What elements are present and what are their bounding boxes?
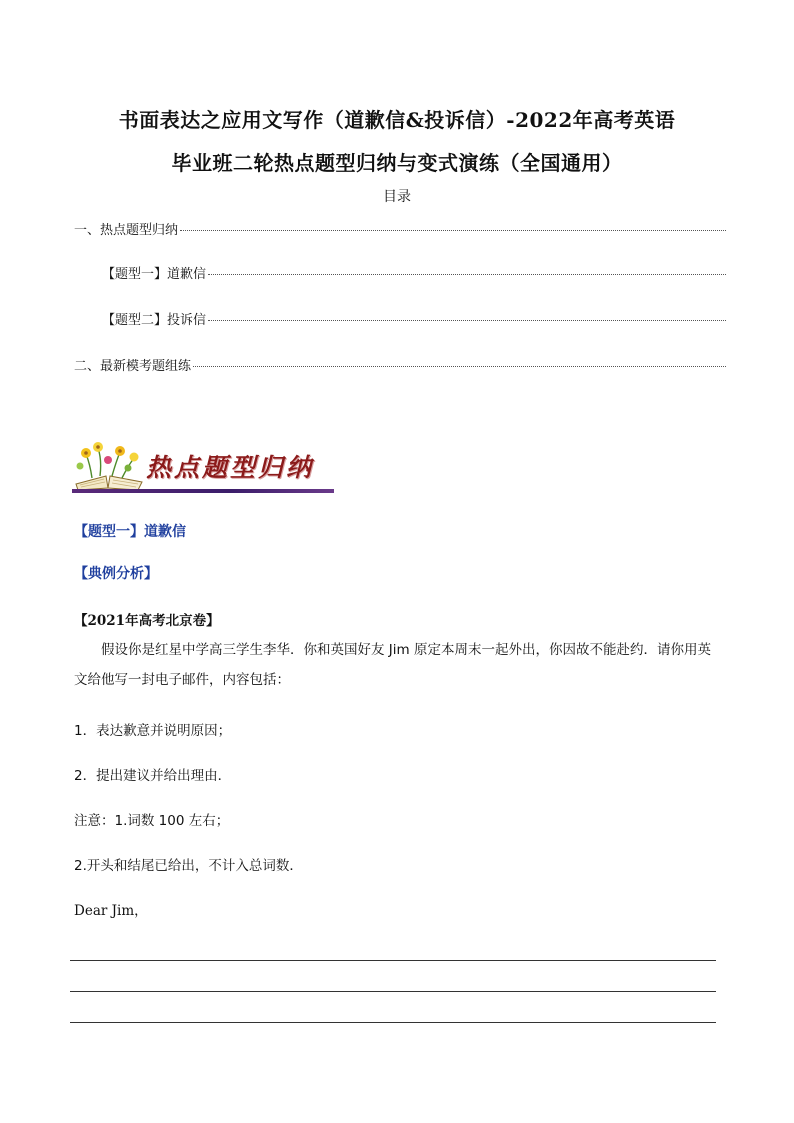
type-one-heading: 【题型一】道歉信 [74, 524, 186, 540]
toc-item-hot-types[interactable] [74, 219, 726, 238]
letter-salutation: Dear Jim， [74, 903, 148, 919]
toc-leader-dots [208, 274, 726, 275]
task-point-2: 2．提出建议并给出理由． [74, 768, 232, 784]
task-note-2: 2.开头和结尾已给出，不计入总词数． [74, 858, 303, 874]
banner-title: 热点题型归纳 [146, 453, 315, 482]
exam-source-label: 【2021年高考北京卷】 [74, 613, 220, 629]
answer-line[interactable] [70, 960, 716, 961]
answer-line[interactable] [70, 991, 716, 992]
toc-item-label: 二、最新模考题组练 [74, 359, 192, 374]
banner-underline [72, 489, 334, 493]
toc-leader-dots [208, 320, 726, 321]
toc-item-apology-letter[interactable] [102, 263, 726, 282]
task-point-1: 1．表达歉意并说明原因； [74, 723, 232, 739]
document-title-line1: 书面表达之应用文写作（道歉信&投诉信）-2022年高考英语 [118, 108, 676, 132]
toc-item-label: 【题型一】道歉信 [102, 267, 207, 282]
toc-item-label: 一、热点题型归纳 [74, 223, 179, 238]
toc-leader-dots [180, 230, 726, 231]
toc-leader-dots [193, 366, 726, 367]
document-title-line2: 毕业班二轮热点题型归纳与变式演练（全国通用） [171, 151, 623, 175]
toc-item-label: 【题型二】投诉信 [102, 313, 207, 328]
toc-heading: 目录 [383, 189, 411, 205]
example-analysis-heading: 【典例分析】 [74, 566, 158, 582]
toc-item-mock-exams[interactable] [74, 355, 726, 374]
task-note-1: 注意：1.词数 100 左右； [74, 813, 230, 829]
section-banner [72, 440, 334, 496]
task-prompt: 假设你是红星中学高三学生李华．你和英国好友 Jim 原定本周末一起外出，你因故不能赴约．请你用英文给他写一封电子邮件，内容包括： [74, 642, 711, 688]
open-book-flowers-icon [72, 440, 146, 490]
toc-item-complaint-letter[interactable] [102, 309, 726, 328]
answer-line[interactable] [70, 1022, 716, 1023]
